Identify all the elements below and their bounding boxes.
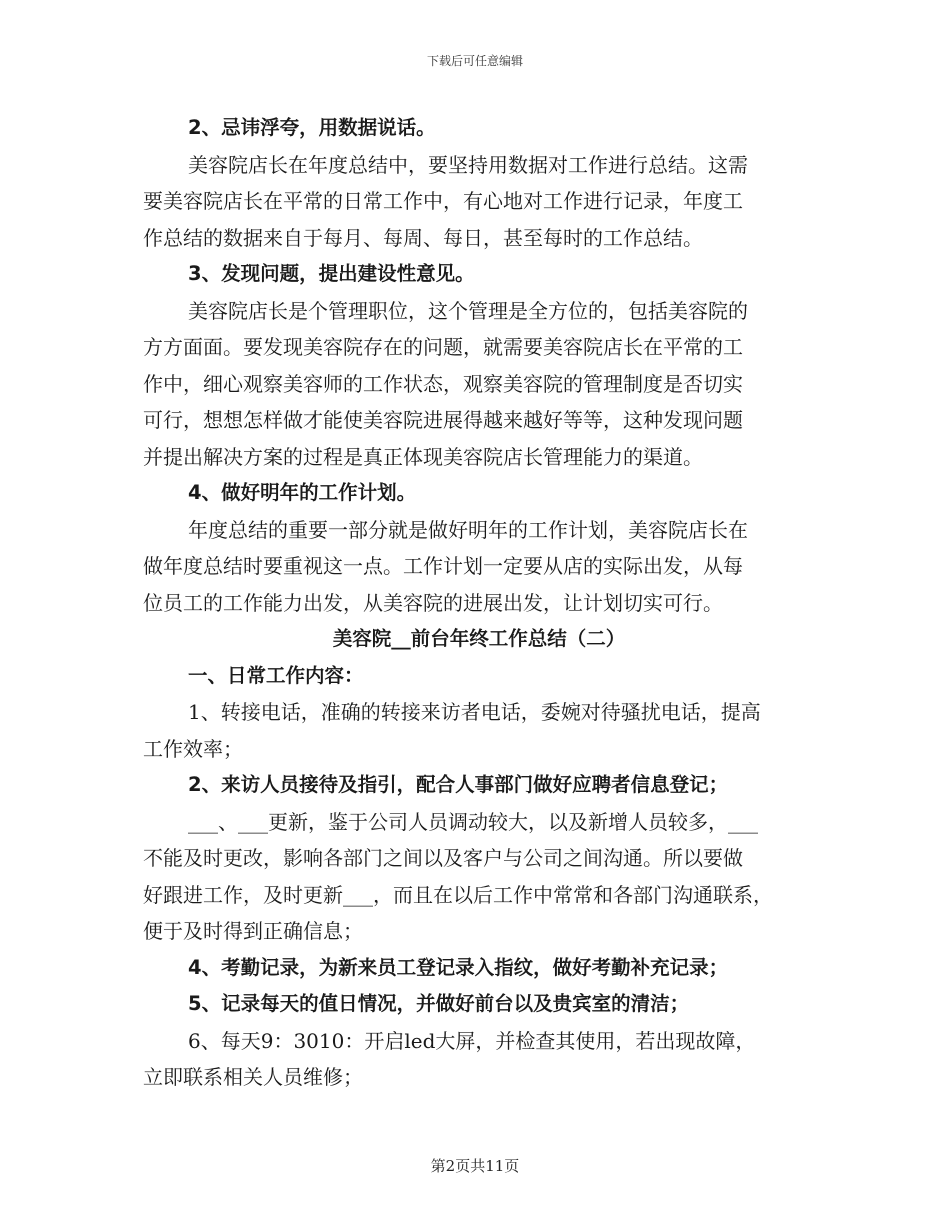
bold-item-5: 5、记录每天的值日情况，并做好前台以及贵宾室的清洁； bbox=[188, 992, 690, 1015]
paragraph-line: 可行，想想怎样做才能使美容院进展得越来越好等等，这种发现问题 bbox=[143, 408, 743, 432]
document-body bbox=[143, 110, 815, 1096]
paragraph-line: 并提出解决方案的过程是真正体现美容院店长管理能力的渠道。 bbox=[143, 444, 703, 469]
paragraph-line: 便于及时得到正确信息； bbox=[143, 919, 363, 943]
heading-4: 4、做好明年的工作计划。 bbox=[188, 481, 417, 504]
paragraph-line: 美容院店长是个管理职位，这个管理是全方位的，包括美容院的 bbox=[188, 298, 748, 323]
paragraph-line: 位员工的工作能力出发，从美容院的进展出发，让计划切实可行。 bbox=[143, 590, 723, 615]
paragraph-line: 方方面面。要发现美容院存在的问题，就需要美容院店长在平常的工 bbox=[143, 335, 743, 359]
paragraph-line: 1、转接电话，准确的转接来访者电话，委婉对待骚扰电话，提高 bbox=[188, 700, 761, 724]
page-footer: 第2页共11页 bbox=[430, 1157, 520, 1175]
paragraph-line: 工作效率； bbox=[143, 736, 243, 761]
paragraph-line: 要美容院店长在平常的日常工作中，有心地对工作进行记录，年度工 bbox=[143, 189, 743, 213]
paragraph-line: 美容院店长在年度总结中，要坚持用数据对工作进行总结。这需 bbox=[188, 152, 748, 177]
paragraph-line: 不能及时更改，影响各部门之间以及客户与公司之间沟通。所以要做 bbox=[143, 846, 743, 870]
section-title: 美容院__前台年终工作总结（二） bbox=[332, 627, 626, 650]
paragraph-line: 年度总结的重要一部分就是做好明年的工作计划，美容院店长在 bbox=[188, 517, 748, 542]
heading-3: 3、发现问题，提出建设性意见。 bbox=[188, 262, 475, 285]
paragraph-line: ___、___更新，鉴于公司人员调动较大，以及新增人员较多，___ bbox=[188, 809, 758, 834]
bold-item-4: 4、考勤记录，为新来员工登记录入指纹，做好考勤补充记录； bbox=[188, 955, 729, 979]
page-header: 下载后可任意编辑 bbox=[426, 54, 523, 68]
paragraph-line: 立即联系相关人员维修； bbox=[143, 1065, 363, 1089]
paragraph-line: 作中，细心观察美容师的工作状态，观察美容院的管理制度是否切实 bbox=[143, 371, 743, 396]
paragraph-line: 做年度总结时要重视这一点。工作计划一定要从店的实际出发，从每 bbox=[143, 554, 743, 578]
paragraph-line: 作总结的数据来自于每月、每周、每日，甚至每时的工作总结。 bbox=[143, 225, 703, 250]
subheading-daily-work: 一、日常工作内容： bbox=[188, 663, 364, 687]
paragraph-line: 好跟进工作，及时更新___，而且在以后工作中常常和各部门沟通联系， bbox=[143, 882, 773, 907]
bold-item-2: 2、来访人员接待及指引，配合人事部门做好应聘者信息登记； bbox=[188, 773, 729, 796]
paragraph-line: 6、每天9：3010：开启led大屏，并检查其使用，若出现故障， bbox=[188, 1028, 756, 1053]
heading-2: 2、忌讳浮夸，用数据说话。 bbox=[188, 116, 436, 139]
